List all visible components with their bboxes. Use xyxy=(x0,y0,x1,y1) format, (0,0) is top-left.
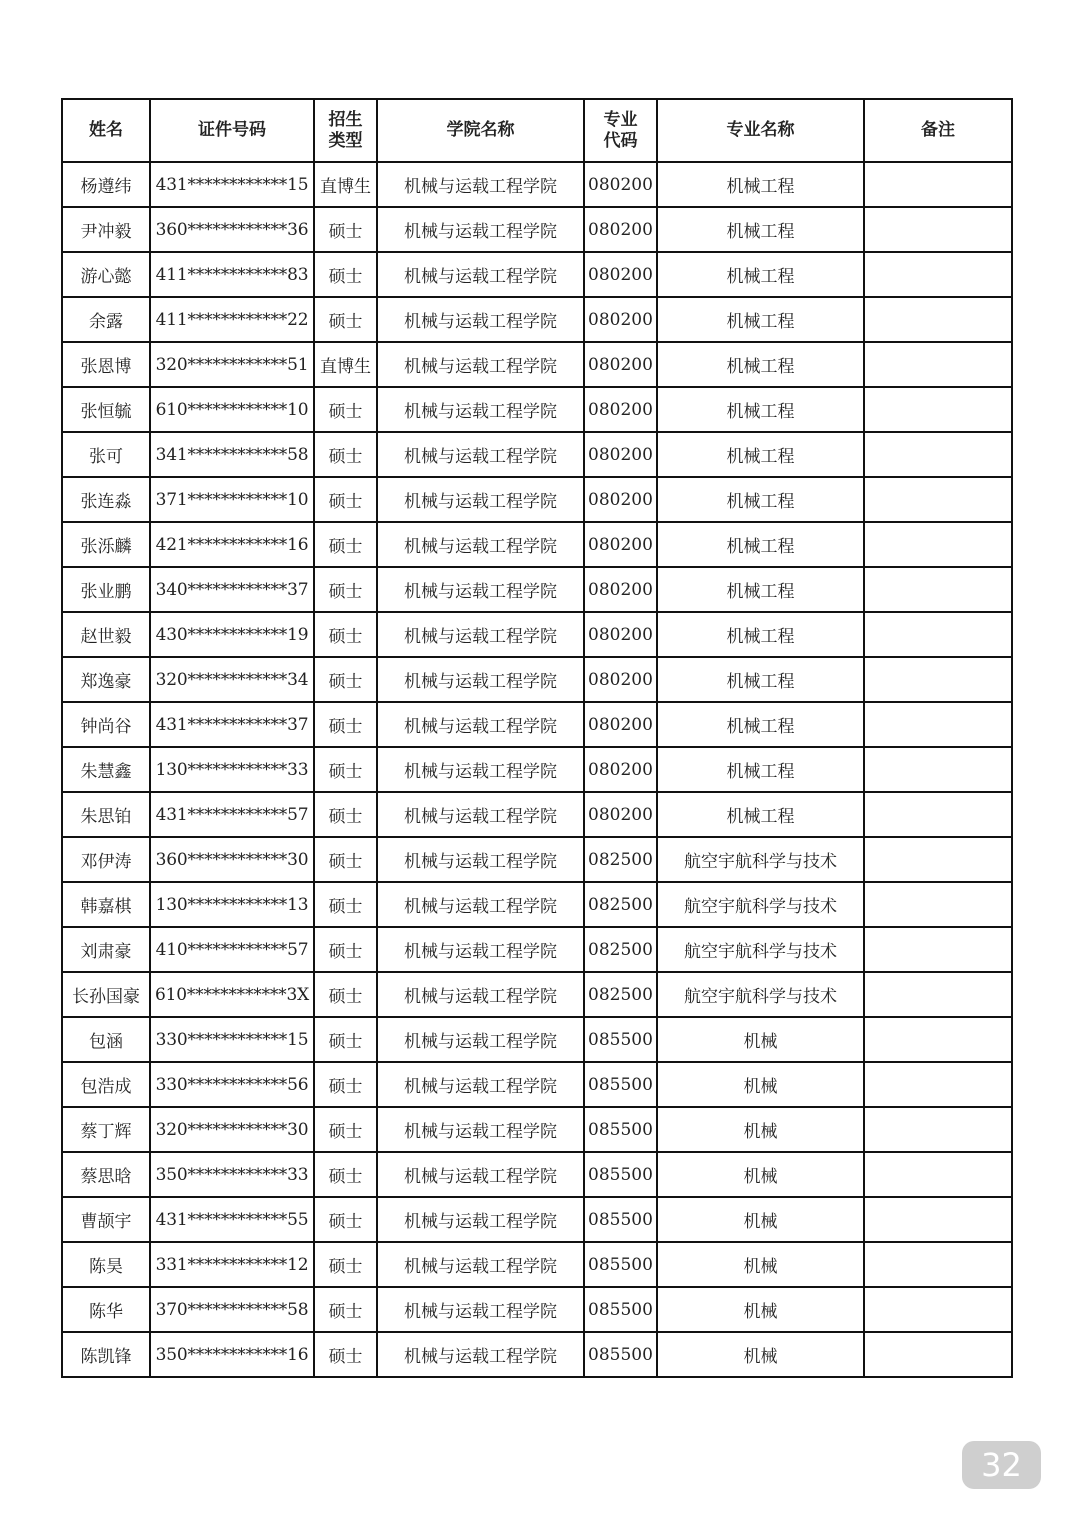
cell-remarks xyxy=(864,207,1012,252)
cell-major-code: 085500 xyxy=(584,1107,657,1152)
cell-name: 张恒毓 xyxy=(62,387,150,432)
cell-remarks xyxy=(864,1017,1012,1062)
table-row xyxy=(62,1287,1012,1332)
cell-college: 机械与运载工程学院 xyxy=(377,1017,584,1062)
cell-college: 机械与运载工程学院 xyxy=(377,207,584,252)
cell-major-name: 机械 xyxy=(657,1332,864,1377)
table-row xyxy=(62,432,1012,477)
table-row xyxy=(62,1062,1012,1107)
cell-admission-type: 硕士 xyxy=(314,1152,377,1197)
cell-admission-type: 硕士 xyxy=(314,657,377,702)
cell-remarks xyxy=(864,387,1012,432)
cell-id-number: 360************36 xyxy=(150,207,314,252)
cell-college: 机械与运载工程学院 xyxy=(377,657,584,702)
cell-admission-type: 直博生 xyxy=(314,162,377,207)
cell-major-name: 机械工程 xyxy=(657,567,864,612)
cell-remarks xyxy=(864,882,1012,927)
table-row xyxy=(62,297,1012,342)
cell-major-code: 080200 xyxy=(584,297,657,342)
cell-id-number: 130************33 xyxy=(150,747,314,792)
cell-major-code: 080200 xyxy=(584,432,657,477)
cell-name: 蔡丁辉 xyxy=(62,1107,150,1152)
cell-major-code: 082500 xyxy=(584,837,657,882)
table-row xyxy=(62,387,1012,432)
cell-id-number: 350************33 xyxy=(150,1152,314,1197)
cell-major-code: 080200 xyxy=(584,342,657,387)
table-row xyxy=(62,1332,1012,1377)
cell-major-name: 机械工程 xyxy=(657,252,864,297)
cell-admission-type: 硕士 xyxy=(314,747,377,792)
cell-id-number: 610************10 xyxy=(150,387,314,432)
cell-name: 长孙国豪 xyxy=(62,972,150,1017)
cell-remarks xyxy=(864,1062,1012,1107)
cell-major-code: 080200 xyxy=(584,522,657,567)
cell-admission-type: 直博生 xyxy=(314,342,377,387)
cell-remarks xyxy=(864,612,1012,657)
cell-major-code: 080200 xyxy=(584,747,657,792)
table-row xyxy=(62,1017,1012,1062)
page-number-badge: 32 xyxy=(962,1441,1041,1489)
cell-major-name: 机械 xyxy=(657,1287,864,1332)
cell-id-number: 371************10 xyxy=(150,477,314,522)
cell-major-name: 机械工程 xyxy=(657,162,864,207)
cell-major-name: 机械 xyxy=(657,1152,864,1197)
cell-major-code: 082500 xyxy=(584,927,657,972)
cell-name: 陈凯锋 xyxy=(62,1332,150,1377)
cell-id-number: 330************56 xyxy=(150,1062,314,1107)
cell-major-name: 机械工程 xyxy=(657,297,864,342)
cell-major-code: 080200 xyxy=(584,702,657,747)
cell-remarks xyxy=(864,297,1012,342)
cell-id-number: 421************16 xyxy=(150,522,314,567)
table-row xyxy=(62,837,1012,882)
cell-id-number: 320************34 xyxy=(150,657,314,702)
cell-name: 陈昊 xyxy=(62,1242,150,1287)
cell-admission-type: 硕士 xyxy=(314,702,377,747)
cell-remarks xyxy=(864,342,1012,387)
header-id-number: 证件号码 xyxy=(150,99,314,162)
cell-college: 机械与运载工程学院 xyxy=(377,567,584,612)
cell-college: 机械与运载工程学院 xyxy=(377,1332,584,1377)
cell-remarks xyxy=(864,702,1012,747)
cell-major-name: 机械 xyxy=(657,1197,864,1242)
cell-major-code: 080200 xyxy=(584,162,657,207)
cell-admission-type: 硕士 xyxy=(314,477,377,522)
cell-college: 机械与运载工程学院 xyxy=(377,252,584,297)
header-major-name: 专业名称 xyxy=(657,99,864,162)
table-row xyxy=(62,747,1012,792)
cell-name: 游心懿 xyxy=(62,252,150,297)
cell-name: 杨遵纬 xyxy=(62,162,150,207)
cell-major-code: 085500 xyxy=(584,1332,657,1377)
cell-id-number: 411************83 xyxy=(150,252,314,297)
cell-major-code: 080200 xyxy=(584,387,657,432)
table-row xyxy=(62,1152,1012,1197)
cell-major-name: 航空宇航科学与技术 xyxy=(657,927,864,972)
table-row xyxy=(62,792,1012,837)
cell-remarks xyxy=(864,837,1012,882)
cell-major-name: 机械 xyxy=(657,1107,864,1152)
cell-remarks xyxy=(864,972,1012,1017)
cell-college: 机械与运载工程学院 xyxy=(377,1287,584,1332)
cell-major-name: 航空宇航科学与技术 xyxy=(657,837,864,882)
cell-id-number: 350************16 xyxy=(150,1332,314,1377)
cell-admission-type: 硕士 xyxy=(314,837,377,882)
cell-major-code: 080200 xyxy=(584,252,657,297)
table-row xyxy=(62,612,1012,657)
cell-major-name: 机械 xyxy=(657,1242,864,1287)
cell-id-number: 610************3X xyxy=(150,972,314,1017)
cell-name: 刘肃豪 xyxy=(62,927,150,972)
cell-major-name: 机械工程 xyxy=(657,207,864,252)
cell-major-code: 080200 xyxy=(584,207,657,252)
cell-admission-type: 硕士 xyxy=(314,972,377,1017)
cell-remarks xyxy=(864,477,1012,522)
cell-remarks xyxy=(864,432,1012,477)
cell-college: 机械与运载工程学院 xyxy=(377,1107,584,1152)
cell-major-name: 机械工程 xyxy=(657,657,864,702)
header-college: 学院名称 xyxy=(377,99,584,162)
cell-college: 机械与运载工程学院 xyxy=(377,297,584,342)
cell-admission-type: 硕士 xyxy=(314,1062,377,1107)
cell-name: 余露 xyxy=(62,297,150,342)
cell-id-number: 430************19 xyxy=(150,612,314,657)
cell-admission-type: 硕士 xyxy=(314,1197,377,1242)
cell-major-code: 080200 xyxy=(584,657,657,702)
cell-admission-type: 硕士 xyxy=(314,1287,377,1332)
cell-college: 机械与运载工程学院 xyxy=(377,342,584,387)
cell-name: 赵世毅 xyxy=(62,612,150,657)
cell-admission-type: 硕士 xyxy=(314,567,377,612)
cell-major-code: 085500 xyxy=(584,1197,657,1242)
cell-remarks xyxy=(864,747,1012,792)
cell-major-name: 机械工程 xyxy=(657,792,864,837)
cell-major-name: 机械 xyxy=(657,1062,864,1107)
cell-name: 张业鹏 xyxy=(62,567,150,612)
cell-name: 朱思铂 xyxy=(62,792,150,837)
cell-major-code: 080200 xyxy=(584,612,657,657)
cell-name: 张可 xyxy=(62,432,150,477)
cell-major-code: 085500 xyxy=(584,1152,657,1197)
cell-college: 机械与运载工程学院 xyxy=(377,747,584,792)
header-major-code-label: 专业代码 xyxy=(603,109,638,151)
cell-admission-type: 硕士 xyxy=(314,207,377,252)
cell-name: 钟尚谷 xyxy=(62,702,150,747)
cell-id-number: 431************55 xyxy=(150,1197,314,1242)
student-roster-table xyxy=(61,98,1013,1378)
cell-major-name: 机械 xyxy=(657,1017,864,1062)
cell-admission-type: 硕士 xyxy=(314,792,377,837)
cell-major-name: 航空宇航科学与技术 xyxy=(657,882,864,927)
cell-major-name: 机械工程 xyxy=(657,747,864,792)
cell-admission-type: 硕士 xyxy=(314,1107,377,1152)
table-header-row xyxy=(62,99,1012,162)
cell-remarks xyxy=(864,792,1012,837)
cell-remarks xyxy=(864,1332,1012,1377)
cell-admission-type: 硕士 xyxy=(314,612,377,657)
table-row xyxy=(62,972,1012,1017)
cell-college: 机械与运载工程学院 xyxy=(377,612,584,657)
cell-college: 机械与运载工程学院 xyxy=(377,387,584,432)
cell-name: 包涵 xyxy=(62,1017,150,1062)
cell-id-number: 431************57 xyxy=(150,792,314,837)
cell-name: 郑逸豪 xyxy=(62,657,150,702)
cell-id-number: 360************30 xyxy=(150,837,314,882)
cell-id-number: 341************58 xyxy=(150,432,314,477)
cell-college: 机械与运载工程学院 xyxy=(377,1197,584,1242)
cell-name: 朱慧鑫 xyxy=(62,747,150,792)
cell-id-number: 320************30 xyxy=(150,1107,314,1152)
cell-name: 邓伊涛 xyxy=(62,837,150,882)
cell-college: 机械与运载工程学院 xyxy=(377,972,584,1017)
cell-major-code: 080200 xyxy=(584,477,657,522)
cell-admission-type: 硕士 xyxy=(314,432,377,477)
cell-admission-type: 硕士 xyxy=(314,387,377,432)
cell-id-number: 410************57 xyxy=(150,927,314,972)
cell-college: 机械与运载工程学院 xyxy=(377,882,584,927)
table-row xyxy=(62,1242,1012,1287)
cell-admission-type: 硕士 xyxy=(314,522,377,567)
cell-college: 机械与运载工程学院 xyxy=(377,1062,584,1107)
table-row xyxy=(62,207,1012,252)
cell-name: 张连淼 xyxy=(62,477,150,522)
header-major-code xyxy=(584,99,657,162)
cell-college: 机械与运载工程学院 xyxy=(377,1152,584,1197)
cell-college: 机械与运载工程学院 xyxy=(377,477,584,522)
cell-id-number: 370************58 xyxy=(150,1287,314,1332)
cell-remarks xyxy=(864,567,1012,612)
cell-major-name: 机械工程 xyxy=(657,522,864,567)
cell-id-number: 331************12 xyxy=(150,1242,314,1287)
cell-college: 机械与运载工程学院 xyxy=(377,522,584,567)
cell-name: 陈华 xyxy=(62,1287,150,1332)
cell-major-code: 085500 xyxy=(584,1287,657,1332)
table-row xyxy=(62,927,1012,972)
cell-name: 韩嘉棋 xyxy=(62,882,150,927)
cell-id-number: 320************51 xyxy=(150,342,314,387)
cell-admission-type: 硕士 xyxy=(314,252,377,297)
cell-name: 包浩成 xyxy=(62,1062,150,1107)
cell-admission-type: 硕士 xyxy=(314,1017,377,1062)
cell-remarks xyxy=(864,162,1012,207)
table-row xyxy=(62,162,1012,207)
cell-remarks xyxy=(864,522,1012,567)
cell-major-name: 机械工程 xyxy=(657,612,864,657)
cell-college: 机械与运载工程学院 xyxy=(377,162,584,207)
cell-major-name: 机械工程 xyxy=(657,477,864,522)
cell-remarks xyxy=(864,657,1012,702)
cell-major-name: 航空宇航科学与技术 xyxy=(657,972,864,1017)
table-row xyxy=(62,1197,1012,1242)
cell-admission-type: 硕士 xyxy=(314,1242,377,1287)
table-row xyxy=(62,702,1012,747)
cell-remarks xyxy=(864,252,1012,297)
table-row xyxy=(62,1107,1012,1152)
cell-admission-type: 硕士 xyxy=(314,1332,377,1377)
table-row xyxy=(62,477,1012,522)
cell-name: 尹冲毅 xyxy=(62,207,150,252)
table-row xyxy=(62,882,1012,927)
cell-college: 机械与运载工程学院 xyxy=(377,792,584,837)
cell-id-number: 431************15 xyxy=(150,162,314,207)
cell-remarks xyxy=(864,1152,1012,1197)
cell-major-code: 085500 xyxy=(584,1242,657,1287)
cell-college: 机械与运载工程学院 xyxy=(377,1242,584,1287)
cell-major-code: 080200 xyxy=(584,792,657,837)
cell-college: 机械与运载工程学院 xyxy=(377,432,584,477)
cell-major-code: 082500 xyxy=(584,882,657,927)
cell-major-code: 082500 xyxy=(584,972,657,1017)
table-row xyxy=(62,342,1012,387)
cell-id-number: 130************13 xyxy=(150,882,314,927)
table-row xyxy=(62,522,1012,567)
table-row xyxy=(62,657,1012,702)
cell-name: 曹颉宇 xyxy=(62,1197,150,1242)
cell-remarks xyxy=(864,1287,1012,1332)
cell-college: 机械与运载工程学院 xyxy=(377,927,584,972)
cell-admission-type: 硕士 xyxy=(314,927,377,972)
cell-major-name: 机械工程 xyxy=(657,702,864,747)
cell-remarks xyxy=(864,1197,1012,1242)
cell-id-number: 431************37 xyxy=(150,702,314,747)
cell-remarks xyxy=(864,1107,1012,1152)
cell-admission-type: 硕士 xyxy=(314,297,377,342)
header-remarks: 备注 xyxy=(864,99,1012,162)
cell-name: 张恩博 xyxy=(62,342,150,387)
cell-major-name: 机械工程 xyxy=(657,387,864,432)
cell-college: 机械与运载工程学院 xyxy=(377,702,584,747)
cell-major-name: 机械工程 xyxy=(657,342,864,387)
cell-major-name: 机械工程 xyxy=(657,432,864,477)
header-name: 姓名 xyxy=(62,99,150,162)
cell-name: 蔡思晗 xyxy=(62,1152,150,1197)
header-admission-type xyxy=(314,99,377,162)
cell-remarks xyxy=(864,1242,1012,1287)
cell-name: 张泺麟 xyxy=(62,522,150,567)
header-admission-type-label: 招生类型 xyxy=(328,109,363,151)
cell-id-number: 411************22 xyxy=(150,297,314,342)
cell-id-number: 330************15 xyxy=(150,1017,314,1062)
cell-major-code: 085500 xyxy=(584,1062,657,1107)
cell-college: 机械与运载工程学院 xyxy=(377,837,584,882)
cell-major-code: 080200 xyxy=(584,567,657,612)
cell-remarks xyxy=(864,927,1012,972)
table-body xyxy=(62,162,1012,1377)
cell-admission-type: 硕士 xyxy=(314,882,377,927)
cell-major-code: 085500 xyxy=(584,1017,657,1062)
table-row xyxy=(62,567,1012,612)
table-row xyxy=(62,252,1012,297)
cell-id-number: 340************37 xyxy=(150,567,314,612)
